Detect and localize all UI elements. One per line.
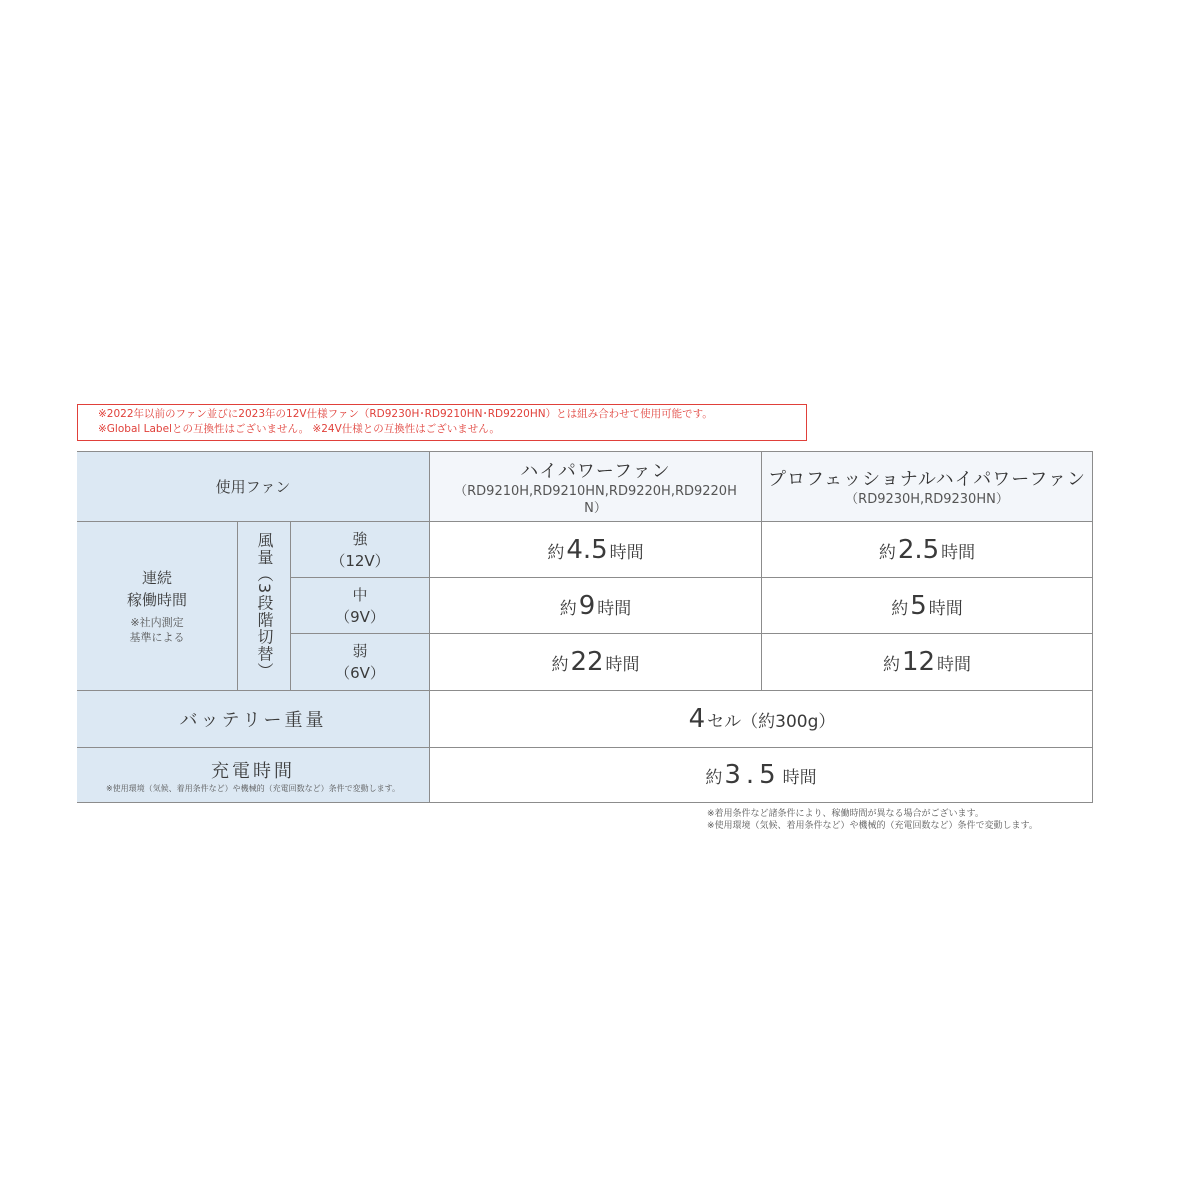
level-medium-name: 中	[352, 585, 368, 604]
value-suffix: 時間	[782, 768, 817, 788]
runtime-low-fan2	[762, 634, 1093, 691]
footnote-2: ※使用環境（気候、着用条件など）や機械的（充電回数など）条件で変動します。	[707, 821, 1038, 831]
value-prefix: 約	[705, 768, 723, 788]
value-suffix: 時間	[597, 598, 632, 619]
level-low	[291, 634, 430, 691]
level-high-name: 強	[352, 529, 368, 548]
runtime-medium-fan1	[430, 578, 762, 634]
battery-cell-count: 4	[688, 704, 706, 734]
notice-line-1: ※2022年以前のファン並びに2023年の12V仕様ファン（RD9230H･RD9210HN･RD9220HN）とは組み合わせて使用可能です。	[98, 408, 713, 420]
runtime-medium-fan2	[762, 578, 1093, 634]
value-suffix: 時間	[928, 598, 963, 619]
airflow-label-cell	[238, 522, 291, 691]
value-prefix: 約	[551, 655, 569, 675]
fan-column-high-power	[430, 452, 762, 522]
charge-note: ※使用環境（気候、着用条件など）や機械的（充電回数など）条件で変動します。	[105, 783, 401, 793]
compatibility-notice	[77, 404, 807, 441]
fan-header-label: 使用ファン	[215, 477, 291, 496]
runtime-number: 12	[901, 647, 936, 677]
runtime-high-fan2	[762, 522, 1093, 578]
value-prefix: 約	[891, 598, 909, 619]
level-medium	[291, 578, 430, 634]
value-prefix: 約	[882, 655, 900, 675]
fan-name-high-power: ハイパワーファン	[520, 460, 671, 482]
fan-models-professional: （RD9230H,RD9230HN）	[845, 492, 1009, 507]
battery-value-cell	[430, 691, 1093, 748]
value-suffix: 時間	[937, 655, 972, 675]
fan-name-professional: プロフェッショナルハイパワーファン	[768, 469, 1086, 490]
value-prefix: 約	[878, 542, 896, 563]
runtime-number: 9	[578, 590, 596, 621]
notice-line-2: ※Global Labelとの互換性はございません。 ※24V仕様との互換性はございません。	[98, 423, 500, 435]
battery-label-cell	[77, 691, 430, 748]
runtime-label: 連続 稼働時間	[126, 569, 187, 609]
footnote-1: ※着用条件など諸条件により、稼働時間が異なる場合がございます。	[707, 809, 984, 819]
level-high	[291, 522, 430, 578]
charge-number: 3.5	[724, 760, 781, 790]
fan-column-professional	[762, 452, 1093, 522]
value-suffix: 時間	[609, 542, 644, 563]
value-prefix: 約	[547, 542, 565, 563]
battery-value-suffix: セル（約300g）	[707, 712, 836, 732]
runtime-number: 2.5	[897, 534, 940, 565]
airflow-label: 風量（3段階切替）	[255, 532, 274, 680]
runtime-number: 4.5	[566, 534, 608, 565]
runtime-label-cell	[77, 522, 238, 691]
runtime-low-fan1	[430, 634, 762, 691]
level-medium-voltage: （9V）	[335, 607, 385, 626]
value-suffix: 時間	[941, 542, 976, 563]
value-prefix: 約	[559, 598, 577, 619]
fan-header	[77, 452, 430, 522]
charge-value-cell	[430, 748, 1093, 803]
fan-models-high-power: （RD9210H,RD9210HN,RD9220H,RD9220HN）	[454, 483, 737, 516]
value-suffix: 時間	[605, 655, 640, 675]
footnotes	[707, 808, 1107, 832]
runtime-note: ※社内測定 基準による	[129, 616, 185, 644]
level-low-name: 弱	[352, 642, 368, 660]
runtime-number: 22	[570, 647, 604, 677]
runtime-high-fan1	[430, 522, 762, 578]
runtime-number: 5	[910, 590, 927, 621]
level-high-voltage: （12V）	[330, 551, 390, 570]
level-low-voltage: （6V）	[335, 664, 385, 682]
battery-label: バッテリー重量	[179, 710, 327, 731]
charge-label-cell	[77, 748, 430, 803]
charge-label: 充電時間	[211, 760, 295, 782]
